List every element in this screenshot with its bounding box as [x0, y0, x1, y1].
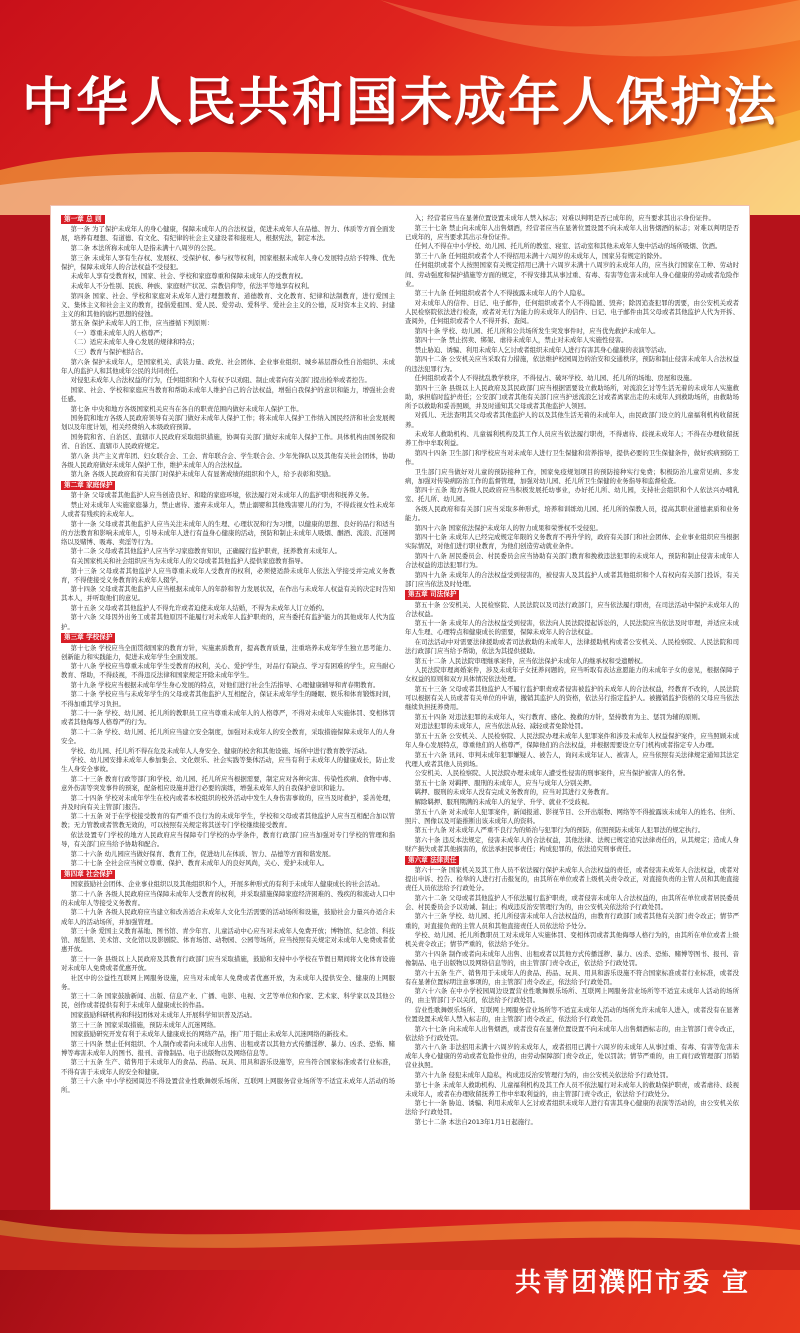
article-paragraph: 第二条 本法所称未成年人是指未满十八周岁的公民。	[70, 244, 220, 253]
article-paragraph: 第六十五条 生产、销售用于未成年人的食品、药品、玩具、用具和游乐设施不符合国家标准或者行业标准，或者没有在显著位置标明注意事项的，由主管部门责令改正，依法给予行政处罚。	[405, 968, 739, 986]
article-paragraph: 依法设置专门学校的地方人民政府应当保障专门学校的办学条件，教育行政部门应当加强对专门学校的管理和指导，有关部门应当给予协助和配合。	[61, 830, 395, 848]
article-paragraph: 对违法犯罪的未成年人，应当依法从轻、减轻或者免除处罚。	[414, 722, 588, 731]
article-paragraph: 第九条 各级人民政府和有关部门对保护未成年人有显著成绩的组织和个人，给予表彰和奖励。	[70, 470, 335, 479]
article-paragraph: 入；经营者应当在显著位置设置未成年人禁入标志；对难以判明是否已成年的，应当要求其出示身份证件。	[414, 214, 715, 222]
article-paragraph: 第十五条 父母或者其他监护人不得允许或者迫使未成年人结婚，不得为未成年人订立婚约。	[70, 603, 329, 612]
article-paragraph: 第六十三条 学校、幼儿园、托儿所侵害未成年人合法权益的，由教育行政部门或者其他有关部门责令改正；情节严重的，对直接负责的主管人员和其他直接责任人员依法给予处分。	[405, 912, 739, 930]
article-paragraph: 第二十三条 教育行政等部门和学校、幼儿园、托儿所应当根据需要，制定应对各种灾害、传染性疾病、食物中毒、意外伤害等突发事件的预案，配备相应设施并进行必要的演练，增强未成年人的自我保护意识和能力。	[61, 774, 395, 792]
article-paragraph: 第三十三条 国家采取措施，预防未成年人沉迷网络。	[70, 1020, 220, 1029]
article-paragraph: 学校、幼儿园安排未成年人参加集会、文化娱乐、社会实践等集体活动，应当有利于未成年人的健康成长，防止发生人身安全事故。	[61, 756, 395, 774]
chapter-heading: 第三章 学校保护	[61, 633, 115, 642]
article-paragraph: 第六十九条 侵犯未成年人隐私，构成违反治安管理行为的，由公安机关依法给予行政处罚。	[414, 1071, 673, 1080]
article-paragraph: 第四十二条 公安机关应当采取有力措施，依法维护校园周边的治安和交通秩序，预防和制止侵害未成年人合法权益的违法犯罪行为。	[405, 355, 739, 373]
chapter-heading: 第六章 法律责任	[405, 856, 459, 865]
article-paragraph: 第四十三条 县级以上人民政府及其民政部门应当根据需要设立救助场所，对流浪乞讨等生活无着的未成年人实施救助，承担临时监护责任；公安部门或者其他有关部门应当护送流浪乞讨或者离家出走的未成年人到救助场所，由救助场所予以救助和妥善照顾，并及时通知其父母或者其他监护人领回。	[405, 383, 739, 410]
article-paragraph: 有关国家机关和社会组织应当为未成年人的父母或者其他监护人提供家庭教育指导。	[70, 556, 308, 565]
left-text-column	[61, 214, 395, 1201]
article-paragraph: 第二十条 学校应当与未成年学生的父母或者其他监护人互相配合，保证未成年学生的睡眠、娱乐和体育锻炼时间，不得加重其学习负担。	[61, 690, 395, 708]
article-paragraph: 第十八条 学校应当尊重未成年学生受教育的权利，关心、爱护学生，对品行有缺点、学习有困难的学生，应当耐心教育、帮助，不得歧视，不得违反法律和国家规定开除未成年学生。	[61, 662, 395, 680]
article-paragraph: 第四十条 学校、幼儿园、托儿所和公共场所发生突发事件时，应当优先救护未成年人。	[414, 326, 660, 335]
article-paragraph: （二）适应未成年人身心发展的规律和特点；	[70, 338, 199, 347]
article-paragraph: 任何组织或者个人不得扰乱教学秩序，不得侵占、破坏学校、幼儿园、托儿所的场地、房屋和设施。	[414, 374, 696, 383]
article-paragraph: 第五十六条 讯问、审判未成年犯罪嫌疑人、被告人，询问未成年证人、被害人，应当依照有关法律规定通知其法定代理人或者其他人员到场。	[405, 750, 739, 768]
article-paragraph: 第十四条 父母或者其他监护人应当根据未成年人的年龄和智力发展状况，在作出与未成年人权益有关的决定时告知其本人，并听取他们的意见。	[61, 585, 395, 603]
article-paragraph: 第十一条 父母或者其他监护人应当关注未成年人的生理、心理状况和行为习惯，以健康的思想、良好的品行和适当的方法教育和影响未成年人，引导未成年人进行有益身心健康的活动，预防和制止未成年人吸烟、酗酒、流浪、沉迷网络以及赌博、吸毒、卖淫等行为。	[61, 519, 395, 546]
article-paragraph: 在司法活动中对需要法律援助或者司法救助的未成年人，法律援助机构或者公安机关、人民检察院、人民法院和司法行政部门应当给予帮助，依法为其提供援助。	[405, 637, 739, 656]
article-paragraph: 第二十七条 全社会应当树立尊重、保护、教育未成年人的良好风尚，关心、爱护未成年人。	[70, 859, 329, 868]
article-paragraph: 任何人不得在中小学校、幼儿园、托儿所的教室、寝室、活动室和其他未成年人集中活动的场所吸烟、饮酒。	[414, 242, 722, 251]
article-paragraph: （三）教育与保护相结合。	[70, 348, 148, 357]
article-paragraph: 第四十九条 未成年人的合法权益受到侵害的，被侵害人及其监护人或者其他组织和个人有权向有关部门投诉，有关部门应当依法及时处理。	[405, 570, 739, 588]
article-paragraph: 第六十七条 向未成年人出售烟酒，或者没有在显著位置设置不向未成年人出售烟酒标志的，由主管部门责令改正，依法给予行政处罚。	[405, 1024, 739, 1042]
article-paragraph: 第五十二条 人民法院审理继承案件，应当依法保护未成年人的继承权和受遗赠权。	[414, 656, 647, 665]
article-paragraph: 未成年人救助机构、儿童福利机构及其工作人员应当依法履行职责，不得虐待、歧视未成年人；不得在办理收留抚养工作中牟取利益。	[405, 430, 739, 448]
article-paragraph: 国家鼓励科研机构和科技团体对未成年人开展科学知识普及活动。	[70, 1010, 256, 1019]
article-paragraph: 第三十二条 国家鼓励新闻、出版、信息产业、广播、电影、电视、文艺等单位和作家、艺术家、科学家以及其他公民，创作或者提供有利于未成年人健康成长的作品。	[61, 992, 395, 1010]
article-paragraph: 第四十八条 居民委员会、村民委员会应当协助有关部门教育和挽救违法犯罪的未成年人，预防和制止侵害未成年人合法权益的违法犯罪行为。	[405, 551, 739, 569]
chapter-heading: 第二章 家庭保护	[61, 481, 115, 490]
article-paragraph: 禁止对未成年人实施家庭暴力，禁止虐待、遗弃未成年人，禁止溺婴和其他残害婴儿的行为，不得歧视女性未成年人或者有残疾的未成年人。	[61, 500, 395, 518]
article-paragraph: （一）尊重未成年人的人格尊严；	[70, 328, 167, 337]
article-paragraph: 国家鼓励社会团体、企业事业组织以及其他组织和个人，开展多种形式的有利于未成年人健康成长的社会活动。	[70, 880, 384, 889]
article-paragraph: 对侵犯未成年人合法权益的行为，任何组织和个人有权予以劝阻、制止或者向有关部门提出检举或者控告。	[70, 376, 371, 385]
article-paragraph: 公安机关、人民检察院、人民法院办理未成年人遭受性侵害的刑事案件，应当保护被害人的名誉。	[414, 769, 690, 778]
article-paragraph: 羁押、服刑的未成年人没有完成义务教育的，应当对其进行义务教育。	[414, 788, 613, 797]
article-paragraph: 第五条 保护未成年人的工作，应当遵循下列原则：	[70, 319, 214, 328]
article-paragraph: 第四十五条 地方各级人民政府应当积极发展托幼事业，办好托儿所、幼儿园，支持社会组织和个人依法兴办哺乳室、托儿所、幼儿园。	[405, 486, 739, 504]
article-paragraph: 国家、社会、学校和家庭应当教育和帮助未成年人维护自己的合法权益，增强自我保护的意识和能力，增强社会责任感。	[61, 385, 395, 404]
article-paragraph: 第十六条 父母因外出务工或者其他原因不能履行对未成年人监护职责的，应当委托有监护能力的其他成年人代为监护。	[61, 613, 395, 631]
article-paragraph: 第八条 共产主义青年团、妇女联合会、工会、青年联合会、学生联合会、少年先锋队以及其他有关社会团体，协助各级人民政府做好未成年人保护工作，维护未成年人的合法权益。	[61, 451, 395, 469]
article-paragraph: 第三十一条 县级以上人民政府及其教育行政部门应当采取措施，鼓励和支持中小学校在节假日期间将文化体育设施对未成年人免费或者优惠开放。	[61, 954, 395, 972]
article-paragraph: 第三十条 爱国主义教育基地、图书馆、青少年宫、儿童活动中心应当对未成年人免费开放；博物馆、纪念馆、科技馆、展览馆、美术馆、文化馆以及影剧院、体育场馆、动物园、公园等场所，应当按照有关规定对未成年人免费或者优惠开放。	[61, 927, 395, 954]
article-paragraph: 对孤儿、无法查明其父母或者其他监护人的以及其他生活无着的未成年人，由民政部门设立的儿童福利机构收留抚养。	[405, 411, 739, 429]
article-paragraph: 第三十六条 中小学校园周边不得设置营业性歌舞娱乐场所、互联网上网服务营业场所等不适宜未成年人活动的场所。	[61, 1077, 395, 1095]
article-paragraph: 第五十一条 未成年人的合法权益受到侵害，依法向人民法院提起诉讼的，人民法院应当依法及时审理，并适应未成年人生理、心理特点和健康成长的需要，保障未成年人的合法权益。	[405, 619, 739, 637]
article-paragraph: 第三十八条 任何组织或者个人不得招用未满十六周岁的未成年人，国家另有规定的除外。	[414, 251, 666, 260]
article-paragraph: 第二十五条 对于在学校接受教育的有严重不良行为的未成年学生，学校和父母或者其他监护人应当互相配合加以管教；无力管教或者管教无效的，可以按照有关规定将其送专门学校继续接受教育。	[61, 812, 395, 830]
law-text-panel	[50, 205, 750, 1210]
article-paragraph: 第七十二条 本法自2013年1月1日起施行。	[414, 1118, 537, 1127]
article-paragraph: 第三条 未成年人享有生存权、发展权、受保护权、参与权等权利，国家根据未成年人身心发展特点给予特殊、优先保护，保障未成年人的合法权益不受侵犯。	[61, 253, 395, 271]
article-paragraph: 第五十七条 对羁押、服刑的未成年人，应当与成年人分别关押。	[414, 778, 596, 787]
article-paragraph: 第六十六条 在中小学校园周边设置营业性歌舞娱乐场所、互联网上网服务营业场所等不适宜未成年人活动的场所的，由主管部门予以关闭，依法给予行政处罚。	[405, 987, 739, 1005]
article-paragraph: 第四十六条 国家依法保护未成年人的智力成果和荣誉权不受侵犯。	[414, 523, 602, 532]
article-paragraph: 解除羁押、服刑期满的未成年人的复学、升学、就业不受歧视。	[414, 798, 594, 807]
chapter-heading: 第一章 总 则	[61, 215, 105, 224]
article-paragraph: 第七十一条 胁迫、诱骗、利用未成年人乞讨或者组织未成年人进行有害其身心健康的表演等活动的，由公安机关依法给予行政处罚。	[405, 1099, 739, 1117]
article-paragraph: 国务院和省、自治区、直辖市人民政府采取组织措施，协调有关部门做好未成年人保护工作。具体机构由国务院和省、自治区、直辖市人民政府规定。	[61, 432, 395, 451]
article-paragraph: 第一条 为了保护未成年人的身心健康，保障未成年人的合法权益，促进未成年人在品德、智力、体质等方面全面发展，培养有理想、有道德、有文化、有纪律的社会主义建设者和接班人，根据宪法，制定本法。	[61, 225, 395, 243]
article-paragraph: 第二十一条 学校、幼儿园、托儿所的教职员工应当尊重未成年人的人格尊严，不得对未成年人实施体罚、变相体罚或者其他侮辱人格尊严的行为。	[61, 709, 395, 727]
article-paragraph: 禁止胁迫、诱骗、利用未成年人乞讨或者组织未成年人进行有害其身心健康的表演等活动。	[414, 345, 671, 354]
article-paragraph: 第四条 国家、社会、学校和家庭对未成年人进行理想教育、道德教育、文化教育、纪律和法制教育，进行爱国主义、集体主义和社会主义的教育，提倡爱祖国、爱人民、爱劳动、爱科学、爱社会主义的公德，反对资本主义的、封建主义的和其他的腐朽思想的侵蚀。	[61, 291, 395, 318]
article-paragraph: 人民法院审理离婚案件，涉及未成年子女抚养问题的，应当听取有表达意愿能力的未成年子女的意见，根据保障子女权益的原则和双方具体情况依法处理。	[405, 666, 739, 684]
article-paragraph: 第二十八条 各级人民政府应当保障未成年人受教育的权利，并采取措施保障家庭经济困难的、残疾的和流动人口中的未成年人等接受义务教育。	[61, 889, 395, 907]
article-paragraph: 第二十四条 学校对未成年学生在校内或者本校组织的校外活动中发生人身伤害事故的，应当及时救护，妥善处理，并及时向有关主管部门报告。	[61, 793, 395, 811]
article-paragraph: 第六十四条 制作或者向未成年人出售、出租或者以其他方式传播淫秽、暴力、凶杀、恐怖、赌博等图书、报刊、音像制品、电子出版物以及网络信息等的，由主管部门责令改正，依法给予行政处罚。	[405, 949, 739, 967]
article-paragraph: 第六条 保护未成年人，是国家机关、武装力量、政党、社会团体、企业事业组织、城乡基层群众性自治组织、未成年人的监护人和其他成年公民的共同责任。	[61, 357, 395, 375]
article-paragraph: 第六十二条 父母或者其他监护人不依法履行监护职责，或者侵害未成年人合法权益的，由其所在单位或者居民委员会、村民委员会予以劝诫、制止；构成违反治安管理行为的，由公安机关依法给予行政处罚。	[405, 893, 739, 911]
article-paragraph: 第四十一条 禁止拐卖、绑架、虐待未成年人，禁止对未成年人实施性侵害。	[414, 336, 628, 345]
article-paragraph: 第十九条 学校应当根据未成年学生身心发展的特点，对他们进行社会生活指导、心理健康辅导和青春期教育。	[70, 680, 380, 689]
article-paragraph: 对未成年人的信件、日记、电子邮件，任何组织或者个人不得隐匿、毁弃；除因追查犯罪的需要，由公安机关或者人民检察院依法进行检查，或者对无行为能力的未成年人的信件、日记、电子邮件由其父母或者其他监护人代为开拆、查阅外，任何组织或者个人不得开拆、查阅。	[405, 298, 739, 326]
article-paragraph: 第五十五条 公安机关、人民检察院、人民法院办理未成年人犯罪案件和涉及未成年人权益保护案件，应当照顾未成年人身心发展特点，尊重他们的人格尊严，保障他们的合法权益，并根据需要设立专门机构或者指定专人办理。	[405, 731, 739, 750]
chapter-heading: 第五章 司法保护	[405, 590, 459, 599]
article-paragraph: 第五十九条 对未成年人严重不良行为的矫治与犯罪行为的预防，依照预防未成年人犯罪法的规定执行。	[414, 826, 705, 835]
article-paragraph: 学校、幼儿园、托儿所教职员工对未成年人实施体罚、变相体罚或者其他侮辱人格行为的，由其所在单位或者上级机关责令改正；情节严重的，依法给予处分。	[405, 931, 739, 949]
article-paragraph: 第六十一条 国家机关及其工作人员不依法履行保护未成年人合法权益的责任，或者侵害未成年人合法权益，或者对提出申诉、控告、检举的人进行打击报复的，由其所在单位或者上级机关责令改正，对直接负责的主管人员和其他直接责任人员依法给予行政处分。	[405, 866, 739, 893]
article-paragraph: 第十三条 父母或者其他监护人应当尊重未成年人受教育的权利，必须使适龄未成年人依法入学接受并完成义务教育，不得使接受义务教育的未成年人辍学。	[61, 566, 395, 584]
article-paragraph: 国务院和地方各级人民政府领导有关部门做好未成年人保护工作；将未成年人保护工作纳入国民经济和社会发展规划以及年度计划，相关经费纳入本级政府预算。	[61, 414, 395, 432]
article-paragraph: 第六十八条 非法招用未满十六周岁的未成年人，或者招用已满十六周岁的未成年人从事过重、有毒、有害等危害未成年人身心健康的劳动或者危险作业的，由劳动保障部门责令改正，处以罚款；情节严重的，由工商行政管理部门吊销营业执照。	[405, 1043, 739, 1070]
article-paragraph: 第三十九条 任何组织或者个人不得披露未成年人的个人隐私。	[414, 289, 590, 298]
article-paragraph: 未成年人不分性别、民族、种族、家庭财产状况、宗教信仰等，依法平等地享有权利。	[70, 281, 314, 290]
article-paragraph: 第四十四条 卫生部门和学校应当对未成年人进行卫生保健和营养指导，提供必要的卫生保健条件，做好疾病预防工作。	[405, 448, 739, 466]
article-paragraph: 学校、幼儿园、托儿所不得在危及未成年人人身安全、健康的校舍和其他设施、场所中进行教育教学活动。	[70, 746, 371, 755]
article-paragraph: 第十二条 父母或者其他监护人应当学习家庭教育知识，正确履行监护职责，抚养教育未成年人。	[70, 547, 342, 556]
article-paragraph: 第七条 中央和地方各级国家机关应当在各自的职责范围内做好未成年人保护工作。	[70, 404, 303, 413]
article-paragraph: 第五十条 公安机关、人民检察院、人民法院以及司法行政部门，应当依法履行职责，在司法活动中保护未成年人的合法权益。	[405, 600, 739, 618]
article-paragraph: 第四十七条 未成年人已经完成规定年限的义务教育不再升学的，政府有关部门和社会团体、企业事业组织应当根据实际情况，对他们进行职业教育，为他们创造劳动就业条件。	[405, 533, 739, 551]
footer-wave-decoration	[0, 1200, 800, 1270]
article-paragraph: 第五十三条 父母或者其他监护人不履行监护职责或者侵害被监护的未成年人的合法权益，经教育不改的，人民法院可以根据有关人员或者有关单位的申请，撤销其监护人的资格，依法另行指定监护人。被撤销监护资格的父母应当依法继续负担抚养费用。	[405, 684, 739, 712]
article-paragraph: 第二十六条 幼儿园应当做好保育、教育工作，促进幼儿在体质、智力、品德等方面和谐发展。	[70, 849, 335, 858]
article-paragraph: 第三十四条 禁止任何组织、个人制作或者向未成年人出售、出租或者以其他方式传播淫秽、暴力、凶杀、恐怖、赌博等毒害未成年人的图书、报刊、音像制品、电子出版物以及网络信息等。	[61, 1039, 395, 1057]
article-paragraph: 营业性歌舞娱乐场所、互联网上网服务营业场所等不适宜未成年人活动的场所允许未成年人进入，或者没有在显著位置设置未成年人禁入标志的，由主管部门责令改正，依法给予行政处罚。	[405, 1005, 739, 1023]
article-paragraph: 第六十条 违反本法规定，侵害未成年人的合法权益，其他法律、法规已规定追究法律责任的，从其规定；造成人身财产损失或者其他损害的，依法承担民事责任；构成犯罪的，依法追究刑事责任。	[405, 835, 739, 854]
article-paragraph: 第二十九条 各级人民政府应当建立和改善适合未成年人文化生活需要的活动场所和设施，鼓励社会力量兴办适合未成年人的活动场所，并加强管理。	[61, 908, 395, 926]
article-paragraph: 第十七条 学校应当全面贯彻国家的教育方针，实施素质教育，提高教育质量，注重培养未成年学生独立思考能力、创新能力和实践能力，促进未成年学生全面发展。	[61, 643, 395, 661]
right-text-column	[405, 214, 739, 1201]
article-paragraph: 第五十四条 对违法犯罪的未成年人，实行教育、感化、挽救的方针，坚持教育为主、惩罚为辅的原则。	[414, 712, 705, 721]
chapter-heading: 第四章 社会保护	[61, 870, 115, 879]
article-paragraph: 第二十二条 学校、幼儿园、托儿所应当建立安全制度，加强对未成年人的安全教育，采取措施保障未成年人的人身安全。	[61, 727, 395, 745]
article-paragraph: 未成年人享有受教育权，国家、社会、学校和家庭尊重和保障未成年人的受教育权。	[70, 272, 308, 281]
article-paragraph: 卫生部门应当做好对儿童的预防接种工作，国家免疫规划项目的预防接种实行免费；积极防治儿童常见病、多发病，加强对传染病防治工作的监督管理，加强对幼儿园、托儿所卫生保健的业务指导和监督检查。	[405, 467, 739, 485]
article-paragraph: 第五十八条 对未成年人犯罪案件，新闻报道、影视节目、公开出版物、网络等不得披露该未成年人的姓名、住所、照片、图像以及可能推断出该未成年人的资料。	[405, 807, 739, 825]
article-paragraph: 第三十五条 生产、销售用于未成年人的食品、药品、玩具、用具和游乐设施等，应当符合国家标准或者行业标准，不得有害于未成年人的安全和健康。	[61, 1058, 395, 1076]
article-paragraph: 社区中的公益性互联网上网服务设施，应当对未成年人免费或者优惠开放，为未成年人提供安全、健康的上网服务。	[61, 973, 395, 991]
article-paragraph: 各级人民政府和有关部门应当采取多种形式，培养和训练幼儿园、托儿所的保教人员，提高其职业道德素质和业务能力。	[405, 504, 739, 522]
article-paragraph: 第七十条 未成年人救助机构、儿童福利机构及其工作人员不依法履行对未成年人的救助保护职责，或者虐待、歧视未成年人，或者在办理收留抚养工作中牟取利益的，由主管部门责令改正，依法给予行政处分。	[405, 1080, 739, 1098]
article-paragraph: 任何组织或者个人按照国家有关规定招用已满十六周岁未满十八周岁的未成年人的，应当执行国家在工种、劳动时间、劳动强度和保护措施等方面的规定，不得安排其从事过重、有毒、有害等危害未成年人身心健康的劳动或者危险作业。	[405, 261, 739, 288]
article-paragraph: 国家鼓励研究开发有利于未成年人健康成长的网络产品，推广用于阻止未成年人沉迷网络的新技术。	[70, 1030, 352, 1039]
publisher-label: 共青团濮阳市委 宣	[514, 1268, 750, 1298]
article-paragraph: 第十条 父母或者其他监护人应当创造良好、和睦的家庭环境，依法履行对未成年人的监护职责和抚养义务。	[70, 491, 373, 500]
article-paragraph: 第三十七条 禁止向未成年人出售烟酒，经营者应当在显著位置设置不向未成年人出售烟酒的标志；对难以判明是否已成年的，应当要求其出示身份证件。	[405, 223, 739, 241]
page-title: 中华人民共和国未成年人保护法	[21, 73, 778, 133]
